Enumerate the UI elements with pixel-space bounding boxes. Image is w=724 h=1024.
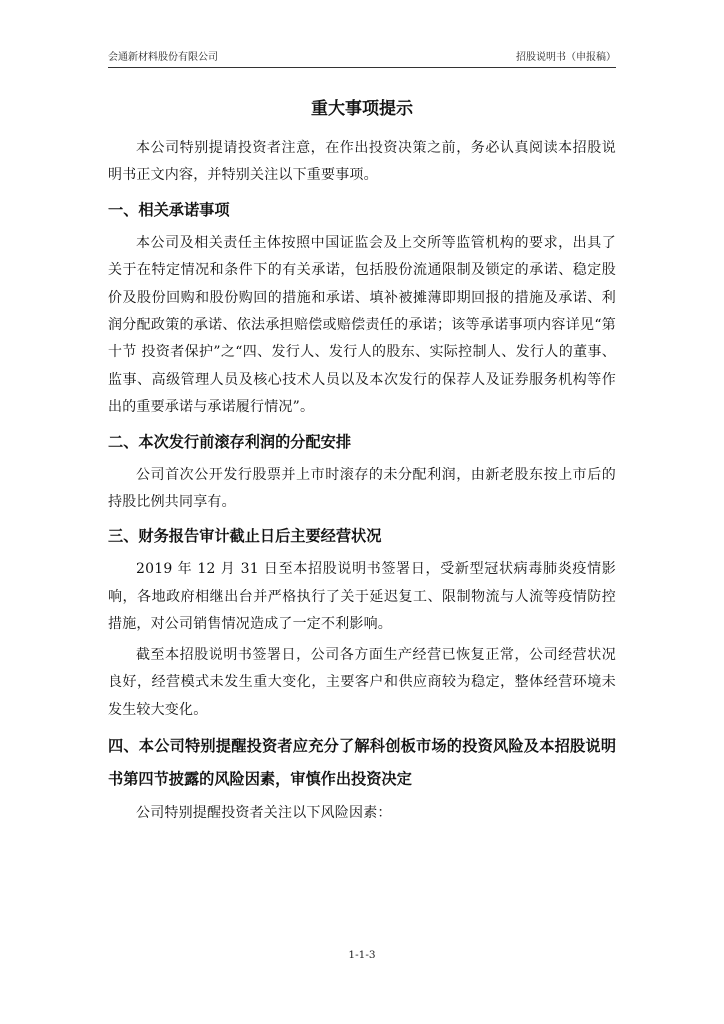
- page-title: 重大事项提示: [311, 99, 413, 119]
- section-paragraph: 公司特别提醒投资者关注以下风险因素：: [136, 804, 392, 821]
- section-paragraph: 截至本招股说明书签署日，公司各方面生产经营已恢复正常，公司经营状况良好，经营模式未发生重大变化，主要客户和供应商较为稳定，整体经营环境未发生较大变化。: [108, 646, 616, 718]
- section-commitments: [108, 196, 616, 422]
- section-paragraph: 本公司及相关责任主体按照中国证监会及上交所等监管机构的要求，出具了关于在特定情况和条件下的有关承诺，包括股份流通限制及锁定的承诺、稳定股价及股份回购和股份购回的措施和承诺、填补被摊薄即期回报的措施及承诺、利润分配政策的承诺、依法承担赔偿或赔偿责任的承诺；该等承诺事项内容详见“第十节 投资者保护”之“四、发行人、发行人的股东、实际控制人、发行人的董事、监事、高级管理人员及核心技术人员以及本次发行的保荐人及证券服务机构等作出的重要承诺与承诺履行情况”。: [108, 234, 616, 416]
- header-divider: [108, 67, 616, 68]
- section-post-audit-operations: [108, 522, 616, 723]
- section-heading: 一、相关承诺事项: [108, 200, 230, 219]
- section-heading: 三、财务报告审计截止日后主要经营状况: [108, 527, 382, 546]
- intro-paragraph: 本公司特别提请投资者注意，在作出投资决策之前，务必认真阅读本招股说明书正文内容，并特别关注以下重要事项。: [108, 140, 616, 184]
- section-paragraph: 公司首次公开发行股票并上市时滚存的未分配利润，由新老股东按上市后的持股比例共同享有。: [108, 466, 616, 511]
- header-company-name: 会通新材料股份有限公司: [108, 52, 218, 63]
- page-number: 1-1-3: [348, 949, 376, 961]
- section-heading: 四、本公司特别提醒投资者应充分了解科创板市场的投资风险及本招股说明书第四节披露的风险因素，审慎作出投资决定: [108, 736, 616, 788]
- section-profit-distribution: [108, 428, 616, 517]
- section-paragraph: 2019 年 12 月 31 日至本招股说明书签署日，受新型冠状病毒肺炎疫情影响，各地政府相继出台并严格执行了关于延迟复工、限制物流与人流等疫情防控措施，对公司销售情况造成了一定不利影响。: [108, 561, 616, 633]
- document-body: [108, 135, 616, 827]
- page-header: [108, 50, 616, 66]
- section-risk-reminder: [108, 730, 616, 827]
- section-heading: 二、本次发行前滚存利润的分配安排: [108, 432, 351, 451]
- header-document-type: 招股说明书（申报稿）: [516, 52, 616, 63]
